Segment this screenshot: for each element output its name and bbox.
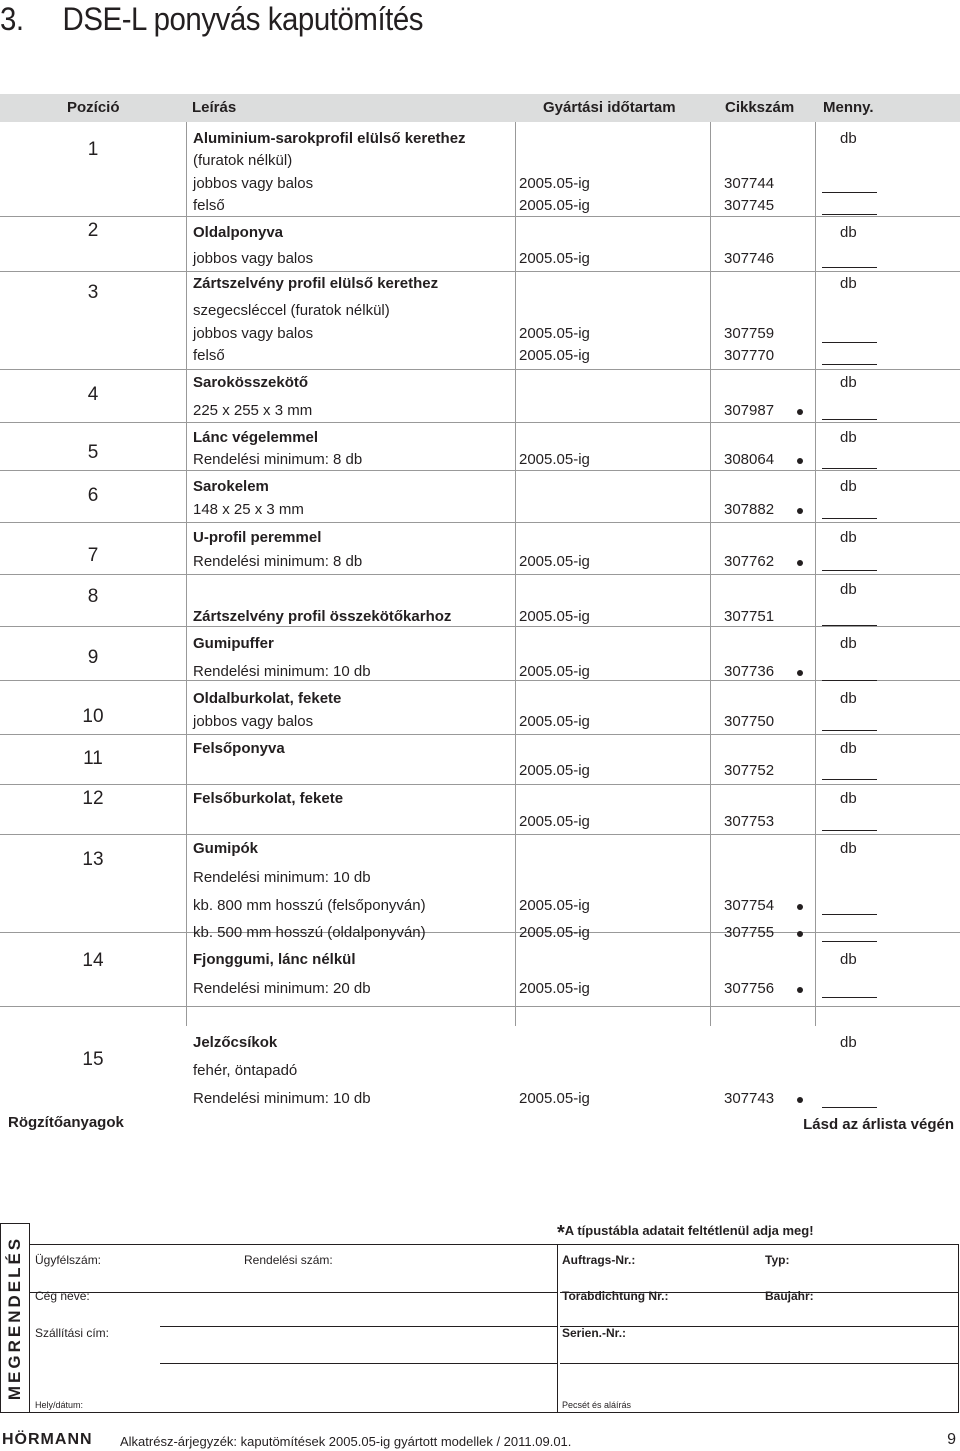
item-description: jobbos vagy balos bbox=[193, 250, 314, 267]
article-number: 307751 bbox=[724, 608, 775, 625]
article-number: 307756 bbox=[724, 980, 775, 997]
article-number: 307755 bbox=[724, 924, 775, 941]
quantity-input-line[interactable] bbox=[822, 830, 877, 831]
article-number: 307762 bbox=[724, 553, 775, 570]
item-description: fehér, öntapadó bbox=[193, 1062, 298, 1079]
row-divider bbox=[0, 574, 960, 575]
article-number: 307770 bbox=[724, 347, 775, 364]
availability-bullet-icon bbox=[797, 1097, 803, 1103]
position-number: 1 bbox=[87, 139, 99, 160]
position-number: 13 bbox=[82, 849, 104, 870]
production-period: 2005.05-ig bbox=[519, 924, 590, 941]
row-divider bbox=[0, 470, 960, 471]
item-description: 148 x 25 x 3 mm bbox=[193, 501, 304, 518]
item-description: felső bbox=[193, 347, 225, 364]
position-number: 3 bbox=[87, 282, 99, 303]
page-number: 9 bbox=[947, 1431, 956, 1448]
item-description: Zártszelvény profil elülső kerethez bbox=[193, 275, 439, 292]
item-description: kb. 500 mm hosszú (oldalponyván) bbox=[193, 924, 426, 941]
row-divider bbox=[0, 422, 960, 423]
quantity-unit: db bbox=[840, 275, 857, 292]
item-description: felső bbox=[193, 197, 225, 214]
item-description: Rendelési minimum: 8 db bbox=[193, 553, 363, 570]
position-number: 2 bbox=[87, 220, 99, 241]
production-period: 2005.05-ig bbox=[519, 762, 590, 779]
row-divider bbox=[0, 271, 960, 272]
quantity-input-line[interactable] bbox=[822, 364, 877, 365]
availability-bullet-icon bbox=[797, 904, 803, 910]
position-number: 7 bbox=[87, 545, 99, 566]
availability-bullet-icon bbox=[797, 670, 803, 676]
quantity-input-line[interactable] bbox=[822, 419, 877, 420]
quantity-input-line[interactable] bbox=[822, 1107, 877, 1108]
row-divider bbox=[0, 784, 960, 785]
item-description: Oldalponyva bbox=[193, 224, 284, 241]
typeplate-note: *A típustábla adatait feltétlenül adja meg! bbox=[557, 1222, 814, 1244]
auftrags-label: Auftrags-Nr.: bbox=[562, 1253, 636, 1267]
item-description: kb. 800 mm hosszú (felsőponyván) bbox=[193, 897, 426, 914]
row-divider bbox=[0, 216, 960, 217]
item-description: 225 x 255 x 3 mm bbox=[193, 402, 313, 419]
quantity-unit: db bbox=[840, 429, 857, 446]
pecset-label: Pecsét és aláírás bbox=[562, 1400, 632, 1410]
article-number: 307746 bbox=[724, 250, 775, 267]
item-description: Rendelési minimum: 10 db bbox=[193, 663, 371, 680]
quantity-input-line[interactable] bbox=[822, 625, 877, 626]
availability-bullet-icon bbox=[797, 560, 803, 566]
quantity-input-line[interactable] bbox=[822, 914, 877, 915]
item-description: Lánc végelemmel bbox=[193, 429, 319, 446]
position-number: 4 bbox=[87, 384, 99, 405]
row-divider bbox=[0, 369, 960, 370]
quantity-input-line[interactable] bbox=[822, 468, 877, 469]
position-number: 9 bbox=[87, 647, 99, 668]
item-description: U-profil peremmel bbox=[193, 529, 322, 546]
availability-bullet-icon bbox=[797, 508, 803, 514]
item-description: szegecsléccel (furatok nélkül) bbox=[193, 302, 390, 319]
order-box bbox=[29, 1244, 959, 1413]
header-cikkszam: Cikkszám bbox=[725, 99, 795, 116]
row-divider bbox=[0, 734, 960, 735]
quantity-unit: db bbox=[840, 1034, 857, 1051]
footer-text: Alkatrész-árjegyzék: kaputömítések 2005.05-ig gyártott modellek / 2011.09.01. bbox=[120, 1434, 572, 1449]
item-description: jobbos vagy balos bbox=[193, 325, 314, 342]
position-number: 14 bbox=[82, 950, 104, 971]
header-menny: Menny. bbox=[823, 99, 874, 116]
position-number: 10 bbox=[82, 706, 104, 727]
fixing-label: Rögzítőanyagok bbox=[8, 1114, 124, 1131]
hely-datum-label: Hely/dátum: bbox=[35, 1400, 84, 1410]
article-number: 307736 bbox=[724, 663, 775, 680]
parts-table bbox=[0, 122, 960, 1107]
production-period: 2005.05-ig bbox=[519, 553, 590, 570]
production-period: 2005.05-ig bbox=[519, 608, 590, 625]
production-period: 2005.05-ig bbox=[519, 980, 590, 997]
production-period: 2005.05-ig bbox=[519, 347, 590, 364]
article-number: 307759 bbox=[724, 325, 775, 342]
article-number: 307744 bbox=[724, 175, 775, 192]
item-description: Zártszelvény profil összekötőkarhoz bbox=[193, 608, 452, 625]
quantity-input-line[interactable] bbox=[822, 779, 877, 780]
item-description: (furatok nélkül) bbox=[193, 152, 293, 169]
availability-bullet-icon bbox=[797, 987, 803, 993]
production-period: 2005.05-ig bbox=[519, 663, 590, 680]
row-divider bbox=[0, 834, 960, 835]
quantity-unit: db bbox=[840, 581, 857, 598]
torabdichtung-label: Torabdichtung Nr.: bbox=[562, 1289, 669, 1303]
article-number: 308064 bbox=[724, 451, 775, 468]
typ-label: Typ: bbox=[765, 1253, 790, 1267]
production-period: 2005.05-ig bbox=[519, 325, 590, 342]
quantity-unit: db bbox=[840, 635, 857, 652]
order-form bbox=[0, 1223, 960, 1413]
ceg-neve-line bbox=[160, 1326, 557, 1327]
quantity-unit: db bbox=[840, 790, 857, 807]
row-divider bbox=[0, 626, 960, 627]
quantity-unit: db bbox=[840, 690, 857, 707]
item-description: Jelzőcsíkok bbox=[193, 1034, 278, 1051]
position-number: 8 bbox=[87, 586, 99, 607]
order-rule bbox=[30, 1292, 557, 1293]
baujahr-label: Baujahr: bbox=[765, 1289, 814, 1303]
quantity-unit: db bbox=[840, 374, 857, 391]
item-description: Rendelési minimum: 10 db bbox=[193, 1090, 371, 1107]
article-number: 307987 bbox=[724, 402, 775, 419]
order-vertical-label: MEGRENDELÉS bbox=[0, 1223, 30, 1413]
position-number: 6 bbox=[87, 485, 99, 506]
ceg-neve-label: Cég neve: bbox=[35, 1289, 90, 1303]
production-period: 2005.05-ig bbox=[519, 897, 590, 914]
quantity-unit: db bbox=[840, 529, 857, 546]
quantity-input-line[interactable] bbox=[822, 941, 877, 942]
article-number: 307754 bbox=[724, 897, 775, 914]
item-description: Oldalburkolat, fekete bbox=[193, 690, 342, 707]
production-period: 2005.05-ig bbox=[519, 713, 590, 730]
production-period: 2005.05-ig bbox=[519, 175, 590, 192]
production-period: 2005.05-ig bbox=[519, 451, 590, 468]
item-description: Fjonggumi, lánc nélkül bbox=[193, 951, 356, 968]
item-description: Rendelési minimum: 10 db bbox=[193, 869, 371, 886]
production-period: 2005.05-ig bbox=[519, 813, 590, 830]
item-description: Gumipók bbox=[193, 840, 259, 857]
article-number: 307752 bbox=[724, 762, 775, 779]
rendelesi-szam-label: Rendelési szám: bbox=[244, 1253, 333, 1267]
item-description: Sarokösszekötő bbox=[193, 374, 309, 391]
item-description: Felsőburkolat, fekete bbox=[193, 790, 344, 807]
header-pozicio: Pozíció bbox=[67, 99, 120, 116]
production-period: 2005.05-ig bbox=[519, 250, 590, 267]
position-number: 11 bbox=[83, 748, 103, 769]
availability-bullet-icon bbox=[797, 409, 803, 415]
szallitasi-line bbox=[160, 1363, 557, 1364]
production-period: 2005.05-ig bbox=[519, 1090, 590, 1107]
item-description: Rendelési minimum: 8 db bbox=[193, 451, 363, 468]
item-description: Sarokelem bbox=[193, 478, 269, 495]
fixing-note: Lásd az árlista végén bbox=[803, 1116, 954, 1133]
szallitasi-cim-label: Szállítási cím: bbox=[35, 1326, 110, 1340]
quantity-input-line[interactable] bbox=[822, 680, 877, 681]
quantity-input-line[interactable] bbox=[822, 342, 877, 343]
quantity-unit: db bbox=[840, 478, 857, 495]
quantity-unit: db bbox=[840, 840, 857, 857]
availability-bullet-icon bbox=[797, 458, 803, 464]
item-description: jobbos vagy balos bbox=[193, 713, 314, 730]
quantity-input-line[interactable] bbox=[822, 192, 877, 193]
position-number: 5 bbox=[87, 442, 99, 463]
item-description: Rendelési minimum: 20 db bbox=[193, 980, 371, 997]
position-number: 15 bbox=[82, 1049, 104, 1070]
availability-bullet-icon bbox=[797, 931, 803, 937]
position-number: 12 bbox=[82, 788, 104, 809]
article-number: 307753 bbox=[724, 813, 775, 830]
order-rule bbox=[560, 1363, 958, 1364]
row-divider bbox=[0, 680, 960, 681]
quantity-input-line[interactable] bbox=[822, 730, 877, 731]
serien-label: Serien.-Nr.: bbox=[562, 1326, 627, 1340]
section-number: 3. bbox=[0, 1, 24, 37]
quantity-input-line[interactable] bbox=[822, 997, 877, 998]
table-header bbox=[0, 94, 960, 122]
quantity-input-line[interactable] bbox=[822, 518, 877, 519]
article-number: 307882 bbox=[724, 501, 775, 518]
quantity-input-line[interactable] bbox=[822, 214, 877, 215]
section-title: DSE-L ponyvás kaputömítés bbox=[62, 1, 424, 37]
row-divider bbox=[0, 1006, 960, 1007]
item-description: Felsőponyva bbox=[193, 740, 285, 757]
hormann-logo: HÖRMANN bbox=[2, 1431, 93, 1448]
item-description: jobbos vagy balos bbox=[193, 175, 314, 192]
production-period: 2005.05-ig bbox=[519, 197, 590, 214]
header-gyartasi: Gyártási időtartam bbox=[543, 99, 676, 116]
page-title bbox=[0, 0, 423, 40]
page-footer bbox=[0, 1430, 960, 1451]
row-divider bbox=[0, 522, 960, 523]
item-description: Aluminium-sarokprofil elülső kerethez bbox=[193, 130, 466, 147]
quantity-unit: db bbox=[840, 130, 857, 147]
quantity-unit: db bbox=[840, 224, 857, 241]
row-divider bbox=[0, 932, 960, 933]
quantity-unit: db bbox=[840, 740, 857, 757]
article-number: 307750 bbox=[724, 713, 775, 730]
article-number: 307745 bbox=[724, 197, 775, 214]
article-number: 307743 bbox=[724, 1090, 775, 1107]
quantity-input-line[interactable] bbox=[822, 267, 877, 268]
order-divider bbox=[557, 1245, 558, 1412]
ugyfelszam-label: Ügyfélszám: bbox=[35, 1253, 102, 1267]
item-description: Gumipuffer bbox=[193, 635, 274, 652]
quantity-unit: db bbox=[840, 951, 857, 968]
header-leiras: Leírás bbox=[192, 99, 237, 116]
quantity-input-line[interactable] bbox=[822, 570, 877, 571]
